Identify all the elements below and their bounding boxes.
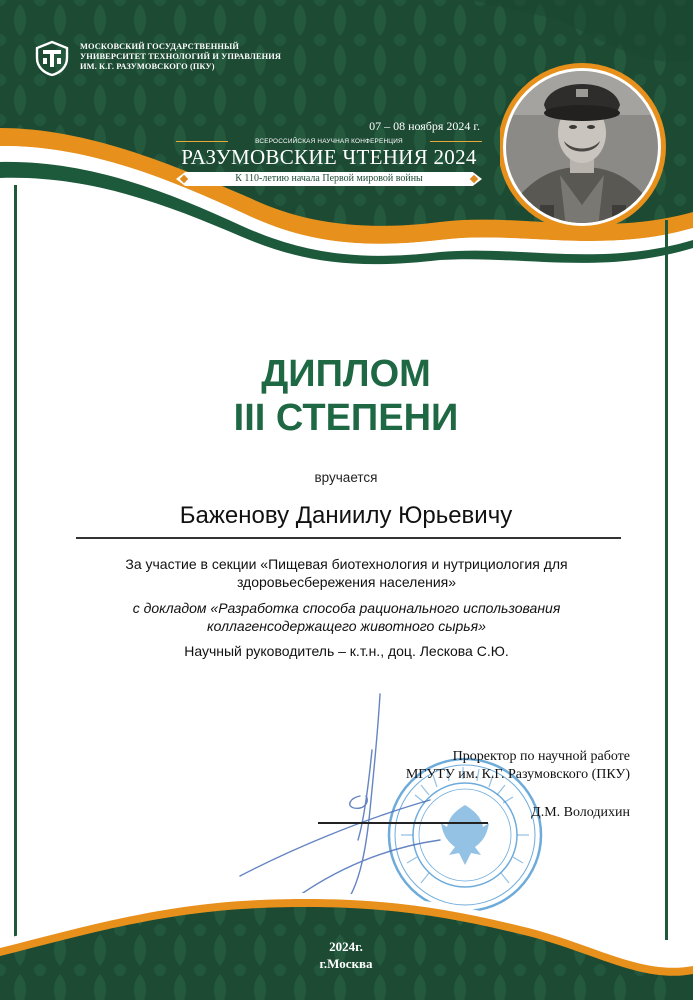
conference-tagline: К 110-летию начала Первой мировой войны	[235, 173, 423, 184]
recipient-underline	[76, 537, 621, 539]
signer-name: Д.М. Володихин	[531, 805, 630, 820]
signer-position	[330, 748, 630, 784]
signer-position-line-1: Проректор по научной работе	[452, 749, 630, 764]
recipient-name: Баженову Даниилу Юрьевичу	[179, 502, 513, 529]
issue-city: г.Москва	[319, 956, 373, 971]
mgutu-logo-icon	[34, 40, 70, 76]
report-line-1: с докладом «Разработка способа рационального использования	[132, 600, 561, 616]
university-line-1: МОСКОВСКИЙ ГОСУДАРСТВЕННЫЙ	[80, 42, 239, 51]
right-border	[665, 220, 668, 940]
section-line-2: здоровьесбережения населения»	[236, 574, 457, 590]
diploma-title-line-2: III СТЕПЕНИ	[233, 397, 459, 439]
supervisor-text: Научный руководитель – к.т.н., доц. Лескова С.Ю.	[184, 643, 509, 659]
conference-dates: 07 – 08 ноября 2024 г.	[369, 119, 480, 133]
section-description	[70, 555, 623, 591]
report-description	[70, 599, 623, 635]
handwritten-signature-icon	[230, 690, 480, 920]
university-line-2: УНИВЕРСИТЕТ ТЕХНОЛОГИЙ И УПРАВЛЕНИЯ	[80, 52, 282, 62]
section-line-1: За участие в секции «Пищевая биотехнология и нутрициология для	[125, 556, 568, 572]
issue-date	[246, 938, 446, 972]
report-line-2: коллагенсодержащего животного сырья»	[207, 618, 486, 634]
awarded-text: вручается	[314, 470, 378, 485]
issue-year: 2024г.	[329, 939, 363, 954]
soldier-portrait-icon	[500, 55, 670, 245]
diploma-title	[96, 352, 596, 440]
university-line-3: ИМ. К.Г. РАЗУМОВСКОГО (ПКУ)	[80, 62, 215, 72]
conference-subtitle: ВСЕРОССИЙСКАЯ НАУЧНАЯ КОНФЕРЕНЦИЯ	[255, 138, 403, 145]
signature-line	[318, 822, 488, 824]
university-name	[80, 42, 340, 73]
conference-title: РАЗУМОВСКИЕ ЧТЕНИЯ 2024	[181, 145, 477, 169]
left-border	[14, 185, 17, 945]
diploma-title-line-1: ДИПЛОМ	[261, 353, 431, 395]
signer-position-line-2: МГУТУ им. К.Г. Разумовского (ПКУ)	[405, 767, 630, 782]
